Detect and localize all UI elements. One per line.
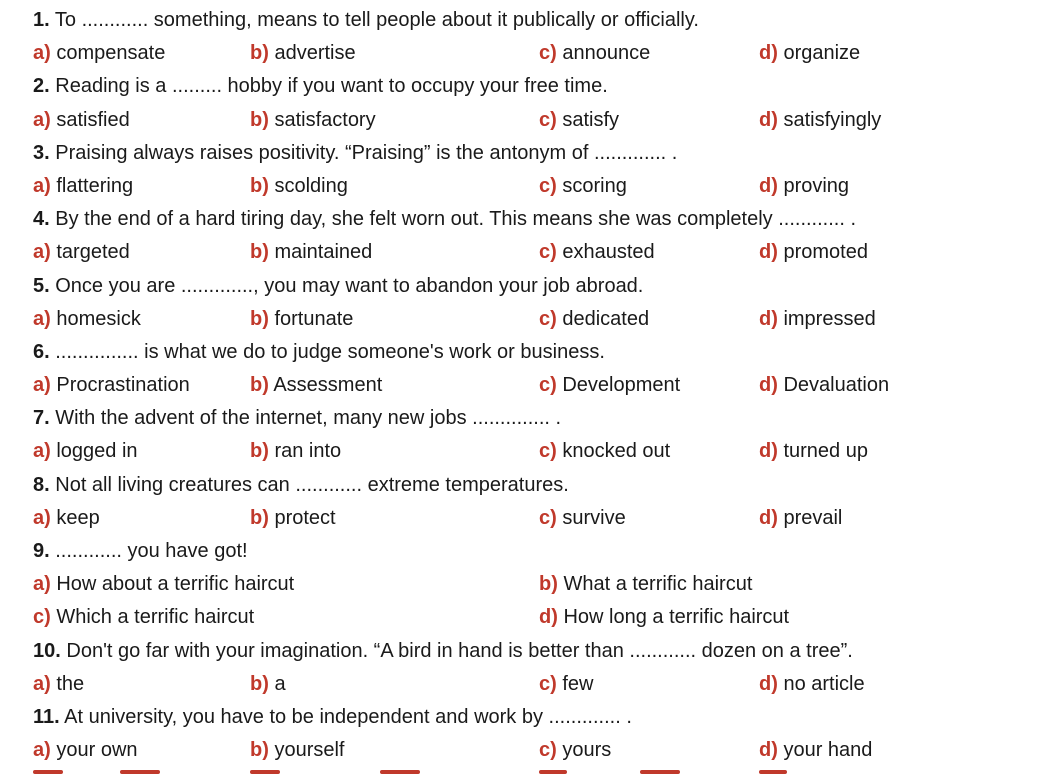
question-text: Reading is a ......... hobby if you want to occupy your free time. [55, 75, 608, 98]
options-6 [33, 369, 1033, 402]
option-text: proving [783, 174, 850, 197]
question-number: 10. [33, 639, 61, 662]
options-8 [33, 502, 1033, 535]
question-text: Praising always raises positivity. “Praising” is the antonym of ............. . [55, 141, 678, 164]
option-letter: a) [33, 573, 51, 596]
question-text: ............... is what we do to judge someone's work or business. [55, 340, 605, 363]
option-text: How about a terrific haircut [56, 573, 295, 596]
option-text: What a terrific haircut [563, 573, 753, 596]
option-d[interactable] [759, 502, 842, 535]
option-text: Development [562, 374, 681, 397]
option-b[interactable] [250, 236, 372, 269]
option-a[interactable] [33, 668, 84, 701]
option-c[interactable] [539, 303, 649, 336]
options-9-row-2 [33, 601, 1033, 634]
question-number: 7. [33, 407, 50, 430]
option-letter: d) [759, 374, 778, 397]
question-text: Once you are ............., you may want to abandon your job abroad. [55, 274, 644, 297]
option-text: yours [562, 739, 612, 762]
option-d[interactable] [759, 435, 868, 468]
question-number: 11. [33, 705, 60, 728]
option-letter: b) [250, 739, 269, 762]
option-d[interactable] [759, 668, 865, 701]
option-c[interactable] [539, 435, 670, 468]
question-text: ............ you have got! [55, 540, 248, 562]
option-text: exhausted [562, 241, 655, 264]
options-3 [33, 170, 1033, 203]
option-d[interactable] [759, 734, 872, 767]
options-1 [33, 37, 1033, 70]
cropped-fragment [33, 770, 63, 774]
option-letter: d) [759, 506, 778, 529]
option-letter: a) [33, 241, 51, 264]
option-a[interactable] [33, 435, 138, 468]
question-number: 5. [33, 274, 50, 297]
cropped-fragment [640, 770, 680, 774]
option-text: announce [562, 42, 651, 65]
question-7 [33, 402, 1033, 435]
option-b[interactable] [250, 435, 341, 468]
question-number: 4. [33, 208, 50, 231]
option-text: How long a terrific haircut [563, 606, 790, 629]
option-b[interactable] [250, 734, 344, 767]
option-letter: d) [539, 606, 558, 629]
option-letter: c) [539, 42, 557, 65]
option-letter: a) [33, 174, 51, 197]
option-d[interactable] [759, 37, 860, 70]
option-b[interactable] [250, 37, 356, 70]
option-letter: c) [33, 606, 51, 629]
option-letter: a) [33, 440, 51, 463]
option-d[interactable] [759, 170, 849, 203]
option-text: impressed [783, 307, 876, 330]
option-a[interactable] [33, 568, 294, 601]
option-letter: b) [250, 241, 269, 264]
option-d[interactable] [759, 303, 876, 336]
option-text: scolding [274, 174, 348, 197]
options-11 [33, 734, 1033, 767]
option-text: satisfy [562, 108, 620, 131]
option-a[interactable] [33, 502, 100, 535]
option-d[interactable] [759, 104, 881, 137]
option-text: flattering [56, 174, 134, 197]
question-number: 6. [33, 340, 50, 363]
option-letter: d) [759, 307, 778, 330]
question-2 [33, 70, 1033, 103]
option-letter: b) [250, 672, 269, 695]
option-letter: a) [33, 739, 51, 762]
question-text: Don't go far with your imagination. “A bird in hand is better than ............ dozen on a tree”. [66, 639, 853, 662]
option-b[interactable] [539, 568, 752, 601]
option-text: ran into [274, 440, 342, 463]
question-8 [33, 469, 1033, 502]
options-4 [33, 236, 1033, 269]
option-text: turned up [783, 440, 868, 463]
question-11 [33, 701, 1033, 734]
option-d[interactable] [759, 236, 868, 269]
question-4 [33, 203, 1033, 236]
option-letter: a) [33, 42, 51, 65]
question-6 [33, 336, 1033, 369]
option-text: keep [56, 506, 100, 529]
question-text: With the advent of the internet, many new jobs .............. . [55, 407, 562, 430]
option-letter: b) [250, 108, 269, 131]
question-1 [33, 4, 1033, 37]
option-letter: d) [759, 241, 778, 264]
option-text: no article [783, 672, 865, 695]
option-letter: d) [759, 42, 778, 65]
cropped-fragment [759, 770, 787, 774]
option-c[interactable] [539, 369, 680, 402]
question-3 [33, 137, 1033, 170]
cropped-next-row [0, 766, 1043, 776]
options-7 [33, 435, 1033, 468]
option-letter: d) [759, 739, 778, 762]
option-text: dedicated [562, 307, 650, 330]
option-b[interactable] [250, 668, 286, 701]
option-text: maintained [274, 241, 373, 264]
option-b[interactable] [250, 502, 336, 535]
option-letter: b) [539, 573, 558, 596]
option-text: yourself [274, 739, 345, 762]
option-text: protect [274, 506, 336, 529]
option-letter: b) [250, 506, 269, 529]
option-a[interactable] [33, 369, 190, 402]
worksheet [33, 4, 1033, 767]
question-text: Not all living creatures can ............ extreme temperatures. [55, 473, 569, 496]
option-c[interactable] [539, 668, 593, 701]
question-number: 1. [33, 9, 50, 31]
option-a[interactable] [33, 734, 138, 767]
option-b[interactable] [250, 369, 382, 402]
option-text: Procrastination [56, 374, 190, 397]
option-letter: a) [33, 506, 51, 529]
option-c[interactable] [33, 601, 254, 634]
cropped-fragment [539, 770, 567, 774]
options-5 [33, 303, 1033, 336]
option-text: fortunate [274, 307, 354, 330]
option-letter: c) [539, 506, 557, 529]
option-text: few [562, 672, 594, 695]
question-text: To ............ something, means to tell people about it publically or officially. [54, 9, 699, 31]
option-letter: c) [539, 739, 557, 762]
cropped-fragment [120, 770, 160, 774]
option-text: knocked out [562, 440, 671, 463]
option-letter: d) [759, 108, 778, 131]
option-text: your own [56, 739, 138, 762]
option-text: Which a terrific haircut [56, 606, 255, 629]
option-letter: b) [250, 42, 269, 65]
question-number: 9. [33, 540, 50, 562]
option-b[interactable] [250, 104, 376, 137]
option-b[interactable] [250, 303, 353, 336]
option-a[interactable] [33, 104, 130, 137]
option-letter: c) [539, 241, 557, 264]
option-c[interactable] [539, 170, 627, 203]
option-letter: c) [539, 307, 557, 330]
option-c[interactable] [539, 37, 650, 70]
option-letter: b) [250, 440, 269, 463]
question-number: 2. [33, 75, 50, 98]
option-d[interactable] [539, 601, 789, 634]
cropped-fragment [250, 770, 280, 774]
option-c[interactable] [539, 236, 655, 269]
option-text: satisfactory [274, 108, 376, 131]
question-9 [33, 535, 1033, 568]
option-letter: c) [539, 108, 557, 131]
option-letter: a) [33, 672, 51, 695]
question-text: By the end of a hard tiring day, she felt worn out. This means she was completely ............ . [55, 208, 857, 231]
option-letter: c) [539, 440, 557, 463]
option-text: satisfied [56, 108, 130, 131]
option-letter: c) [539, 174, 557, 197]
option-letter: d) [759, 440, 778, 463]
option-letter: c) [539, 672, 557, 695]
option-c[interactable] [539, 104, 619, 137]
question-5 [33, 270, 1033, 303]
option-b[interactable] [250, 170, 348, 203]
option-a[interactable] [33, 303, 141, 336]
option-letter: b) [250, 374, 269, 397]
option-text: logged in [56, 440, 138, 463]
option-letter: b) [250, 307, 269, 330]
option-text: satisfyingly [783, 108, 882, 131]
option-letter: d) [759, 672, 778, 695]
options-10 [33, 668, 1033, 701]
option-text: organize [783, 42, 861, 65]
option-letter: a) [33, 307, 51, 330]
option-text: targeted [56, 241, 130, 264]
option-text: advertise [274, 42, 356, 65]
question-number: 8. [33, 473, 50, 496]
option-a[interactable] [33, 37, 165, 70]
option-c[interactable] [539, 502, 626, 535]
question-text: At university, you have to be independent and work by ............. . [64, 705, 632, 728]
options-2 [33, 104, 1033, 137]
question-number: 3. [33, 141, 50, 164]
options-9-row-1 [33, 568, 1033, 601]
option-letter: a) [33, 374, 51, 397]
option-letter: b) [250, 174, 269, 197]
option-text: survive [562, 506, 626, 529]
option-a[interactable] [33, 236, 130, 269]
option-a[interactable] [33, 170, 133, 203]
option-text: compensate [56, 42, 166, 65]
option-text: homesick [56, 307, 141, 330]
option-text: your hand [783, 739, 873, 762]
option-text: prevail [783, 506, 843, 529]
option-letter: a) [33, 108, 51, 131]
option-text: scoring [562, 174, 627, 197]
option-d[interactable] [759, 369, 889, 402]
option-letter: d) [759, 174, 778, 197]
option-text: the [56, 672, 85, 695]
option-text: a [274, 672, 286, 695]
question-10 [33, 635, 1033, 668]
option-text: Assessment [273, 374, 383, 397]
option-text: promoted [783, 241, 868, 264]
option-text: Devaluation [783, 374, 890, 397]
option-c[interactable] [539, 734, 611, 767]
option-letter: c) [539, 374, 557, 397]
cropped-fragment [380, 770, 420, 774]
